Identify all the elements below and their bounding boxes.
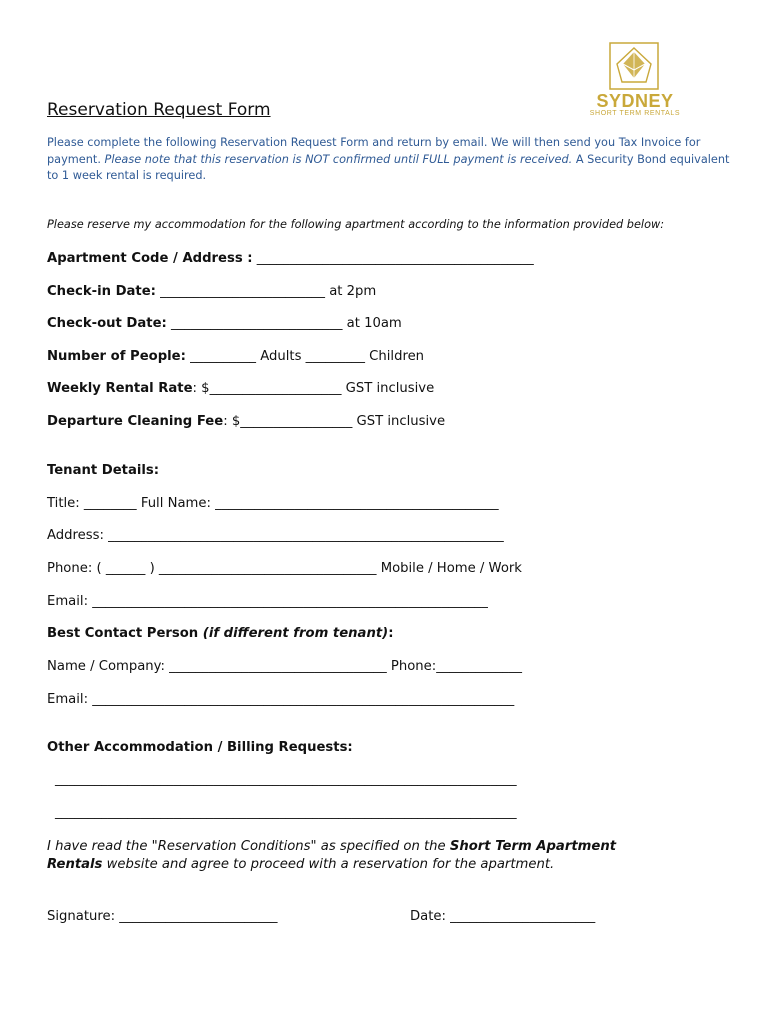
tenant-name-field[interactable]: Title: ________ Full Name: ___________________________________________ <box>47 496 499 511</box>
tenant-address-field[interactable]: Address: ____________________________________________________________ <box>47 528 504 543</box>
weekly-rate-field[interactable] <box>47 381 434 396</box>
contact-heading-bold: Best Contact Person <box>47 626 203 641</box>
ack-bold-1: Short Term Apartment <box>449 839 617 854</box>
ack-part-2: website and agree to proceed with a reservation for the apartment. <box>102 857 555 872</box>
date-field[interactable]: Date: ______________________ <box>410 909 596 924</box>
apartment-blank[interactable]: __________________________________________ <box>252 251 534 266</box>
checkin-field[interactable] <box>47 284 376 299</box>
tenant-email-field[interactable]: Email: ____________________________________________________________ <box>47 594 488 609</box>
checkout-suffix: at 10am <box>342 316 402 331</box>
logo-subtitle: SHORT TERM RENTALS <box>589 110 681 117</box>
checkout-label: Check-out Date: <box>47 316 167 331</box>
ack-part-1: I have read the "Reservation Conditions" as specified on the <box>47 839 450 854</box>
checkin-suffix: at 2pm <box>325 284 377 299</box>
cleaning-fee-blank[interactable]: : $_________________ GST inclusive <box>223 414 446 429</box>
contact-heading-colon: : <box>388 626 394 641</box>
intro-text-2: A Security Bond equivalent to 1 week rental is required. <box>47 152 730 182</box>
weekly-rate-blank[interactable]: : $____________________ GST inclusive <box>192 381 435 396</box>
contact-email-field[interactable]: Email: ________________________________________________________________ <box>47 692 515 707</box>
checkin-label: Check-in Date: <box>47 284 156 299</box>
other-requests-line-1[interactable]: ______________________________________________________________________ <box>55 772 517 787</box>
people-field[interactable] <box>47 349 424 364</box>
checkout-blank[interactable]: __________________________ <box>166 316 343 331</box>
intro-text-1: Please complete the following Reservation Request Form and return by email. We will then send you Tax Invoice for payment. <box>47 136 701 166</box>
apartment-field[interactable] <box>47 251 534 266</box>
children-blank[interactable]: _________ <box>305 349 365 364</box>
intro-italic-note: Please note that this reservation is NOT confirmed until FULL payment is received. <box>104 152 573 166</box>
tenant-phone-field[interactable]: Phone: ( ______ ) _________________________________ Mobile / Home / Work <box>47 561 522 576</box>
weekly-rate-label: Weekly Rental Rate <box>47 381 193 396</box>
checkout-field[interactable] <box>47 316 402 331</box>
acknowledgement-text <box>47 838 707 874</box>
other-requests-line-2[interactable]: ______________________________________________________________________ <box>55 805 517 820</box>
checkin-blank[interactable]: _________________________ <box>155 284 325 299</box>
intro-paragraph <box>47 135 737 185</box>
adults-blank[interactable]: __________ <box>185 349 257 364</box>
ack-bold-2: Rentals <box>47 857 103 872</box>
people-label: Number of People: <box>47 349 186 364</box>
children-label: Children <box>364 349 425 364</box>
logo-name: SYDNEY <box>596 91 674 111</box>
adults-label: Adults <box>256 349 306 364</box>
contact-heading <box>47 626 393 641</box>
tenant-heading-text: Tenant Details: <box>47 463 160 478</box>
tenant-heading <box>47 463 159 478</box>
reserve-note: Please reserve my accommodation for the following apartment according to the information provided below: <box>47 218 665 231</box>
apartment-label: Apartment Code / Address : <box>47 251 253 266</box>
contact-heading-italic: (if different from tenant) <box>202 626 389 641</box>
signature-field[interactable]: Signature: ________________________ <box>47 909 278 924</box>
sydney-logo <box>587 40 683 120</box>
page-title: Reservation Request Form <box>47 100 271 120</box>
cleaning-fee-label: Departure Cleaning Fee <box>47 414 224 429</box>
cleaning-fee-field[interactable] <box>47 414 445 429</box>
other-requests-heading-text: Other Accommodation / Billing Requests: <box>47 740 353 755</box>
contact-name-field[interactable]: Name / Company: _________________________________ Phone:_____________ <box>47 659 522 674</box>
other-requests-heading <box>47 740 353 755</box>
building-logo-icon <box>609 42 659 90</box>
